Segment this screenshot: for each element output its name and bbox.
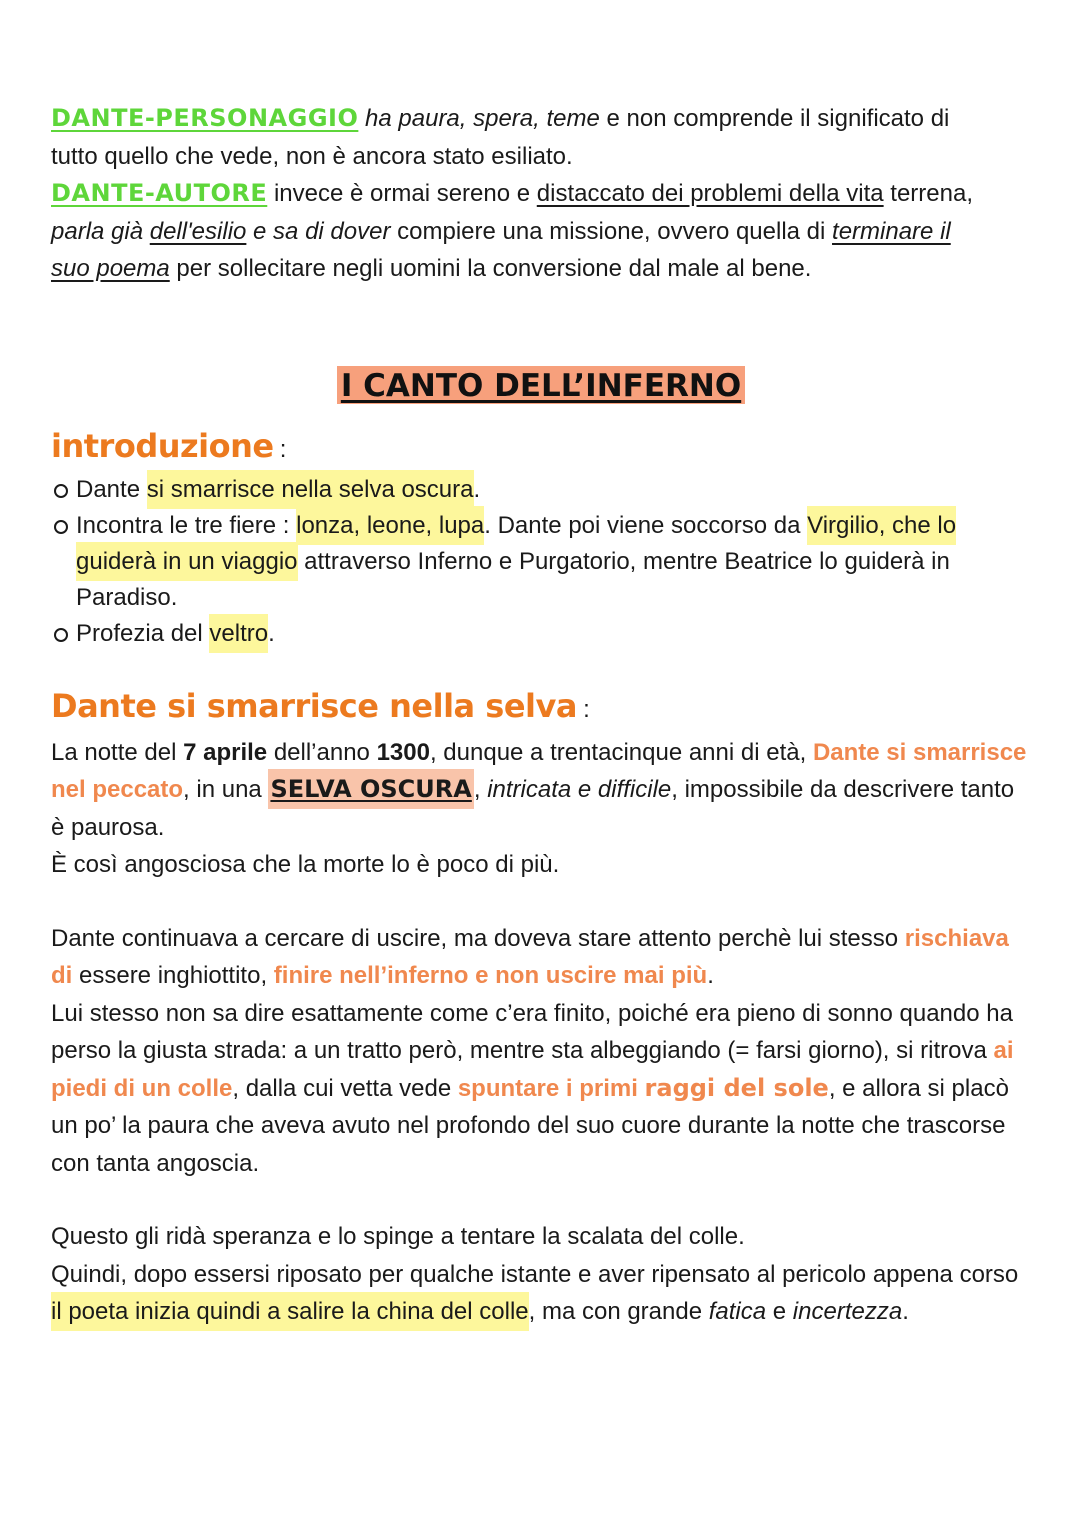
page-title: I CANTO DELL’INFERNO (337, 366, 745, 404)
smarrisce-heading-text: Dante si smarrisce nella selva (51, 686, 577, 725)
bold-date: 7 aprile (183, 738, 268, 766)
text: , in una (183, 776, 269, 803)
smarrisce-heading (51, 684, 1031, 732)
autore-italic-underlined: dell'esilio (149, 217, 247, 245)
heading-colon: : (576, 695, 590, 723)
title-wrap (51, 366, 1031, 418)
text: essere inghiottito, (72, 962, 274, 989)
text: . (902, 1298, 909, 1325)
dante-autore-label: DANTE-AUTORE (51, 179, 268, 207)
bold-year: 1300 (376, 738, 430, 766)
autore-italic-underlined: terminare il (832, 217, 951, 245)
list-item (51, 508, 1031, 616)
text: Quindi, dopo essersi riposato per qualche istante e aver ripensato al pericolo appena corso (51, 1260, 1019, 1288)
text: Dante continuava a cercare di uscire, ma doveva stare attento perchè lui stesso (51, 924, 905, 952)
personaggio-text: e non comprende il significato di (599, 105, 950, 132)
smarrisce-paragraph-1 (51, 734, 1031, 884)
text: La notte del (51, 738, 184, 766)
text: , dalla cui vetta vede (232, 1074, 458, 1102)
autore-italic-underlined: suo poema (51, 255, 170, 282)
item-text: . Dante poi viene soccorso da (484, 511, 808, 539)
circle-bullet-icon (54, 484, 68, 498)
italic: incertezza (792, 1298, 903, 1325)
autore-text: invece è ormai sereno e (267, 180, 537, 207)
item-text: . (473, 475, 481, 503)
autore-text: terrena, (883, 180, 974, 207)
autore-underlined: distaccato dei problemi della vita (536, 180, 884, 207)
italic: intricata e difficile (487, 776, 672, 803)
personaggio-text-2: tutto quello che vede, non è ancora stato esiliato. (51, 142, 573, 170)
highlight: veltro (209, 614, 268, 653)
text: , ma con grande (528, 1298, 709, 1325)
text: , impossibile da descrivere tanto è paurosa. (51, 776, 1015, 841)
highlight: lonza, leone, lupa (296, 506, 484, 545)
orange-emphasis: Dante si smarrisce nel peccato (51, 738, 1027, 803)
circle-bullet-icon (54, 628, 68, 642)
highlight: si smarrisce nella selva oscura (147, 470, 474, 509)
smarrisce-paragraph-2 (51, 920, 1031, 1183)
personaggio-paragraph (51, 100, 1031, 175)
list-item (51, 616, 1031, 652)
dante-personaggio-label: DANTE-PERSONAGGIO (51, 104, 359, 132)
text: , (473, 776, 488, 803)
orange-emphasis: ai piedi di un colle (51, 1037, 1014, 1102)
orange-emphasis: finire nell’inferno e non uscire mai più (273, 962, 708, 989)
orange-emphasis: rischiava di (51, 924, 1009, 989)
text: Questo gli ridà speranza e lo spinge a tentare la scalata del colle. (51, 1223, 745, 1250)
item-text: attraverso Inferno e Purgatorio, mentre Beatrice lo guiderà in Paradiso. (76, 547, 950, 611)
smarrisce-paragraph-3 (51, 1218, 1031, 1331)
text: È così angosciosa che la morte lo è poco di più. (51, 851, 560, 878)
italic: fatica (708, 1298, 767, 1325)
text: dell’anno (267, 738, 377, 766)
item-text: . (268, 619, 275, 647)
selva-oscura-box: SELVA OSCURA (268, 769, 473, 809)
spacer (51, 884, 1031, 920)
highlight: Virgilio, che lo guiderà in un viaggio (76, 506, 956, 581)
document-page (51, 100, 1031, 1331)
heading-colon: : (273, 435, 286, 463)
autore-text: per sollecitare negli uomini la conversione dal male al bene. (169, 255, 812, 282)
text: Lui stesso non sa dire esattamente come c’era finito, poiché era pieno di sonno quando ha perso la giusta strada: a un tratto però, mentre sta albeggiando (= farsi giorno), si ritrova (51, 999, 1013, 1064)
text: , e allora si placò un po’ la paura che aveva avuto nel profondo del suo cuore durante la notte che trascorse con tanta angoscia. (51, 1074, 1009, 1177)
introduzione-heading (51, 424, 1031, 472)
orange-emphasis: raggi del sole (644, 1073, 829, 1102)
list-item (51, 472, 1031, 508)
text: e (766, 1298, 793, 1325)
circle-bullet-icon (54, 520, 68, 534)
text: . (707, 962, 714, 989)
personaggio-italic: ha paura, spera, teme (365, 105, 600, 132)
autore-italic: e sa di dover (246, 217, 391, 245)
orange-emphasis: spuntare i primi (457, 1074, 645, 1102)
item-text: Dante (76, 475, 147, 503)
item-text: Profezia del (76, 619, 210, 647)
autore-paragraph (51, 175, 1031, 288)
item-text: Incontra le tre fiere : (76, 511, 297, 539)
spacer (51, 1182, 1031, 1218)
introduzione-heading-text: introduzione (51, 426, 274, 465)
autore-italic: parla già (51, 217, 150, 245)
highlight: il poeta inizia quindi a salire la china del colle (51, 1292, 529, 1331)
text: , dunque a trentacinque anni di età, (429, 738, 813, 766)
introduzione-list (51, 472, 1031, 652)
autore-text: compiere una missione, ovvero quella di (390, 217, 833, 245)
